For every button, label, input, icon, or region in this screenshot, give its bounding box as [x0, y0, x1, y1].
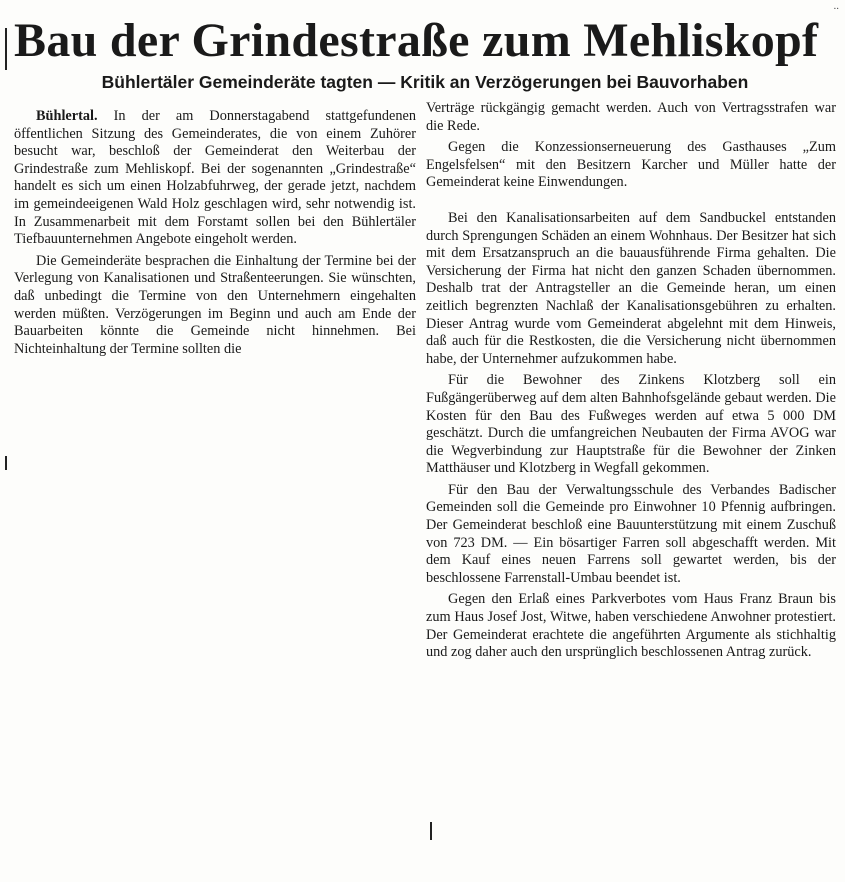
left-paragraph-1	[14, 108, 416, 249]
right-column	[426, 100, 836, 662]
right-paragraph-1: Verträge rückgängig gemacht werden. Auch von Vertragsstrafen war die Rede.	[426, 100, 836, 134]
right-paragraph-3: Bei den Kanalisationsarbeiten auf dem Sandbuckel entstanden durch Sprengungen Schäden an einem Wohnhaus. Der Besitzer hat sich mit dem Ersatzanspruch an die bauausführende Firma gehalten. Die Versicherung der Firma hat nicht den ganzen Schaden übernommen. Deshalb trat der Antragsteller an die Gemeinde heran, um einen zeitlich begrenzten Nachlaß der Kanalisationsgebühren zu erhalten. Dieser Antrag wurde vom Gemeinderat abgelehnt mit dem Hinweis, daß auch für die Restkosten, die die Versicherung nicht übernommen habe, der Unternehmer aufzukommen habe.	[426, 209, 836, 367]
headline-left-rule	[5, 28, 7, 70]
dateline: Bühlertal.	[36, 108, 98, 124]
column-left-rule	[5, 456, 7, 470]
headline: Bau der Grindestraße zum Mehliskopf	[14, 14, 819, 67]
right-paragraph-6: Gegen den Erlaß eines Parkverbotes vom Haus Franz Braun bis zum Haus Josef Jost, Witwe, haben verschiedene Anwohner protestiert. Der Gemeinderat erachtete die angeführten Argumente als stichhaltig und zog daher auch den ursprünglich beschlossenen Antrag zurück.	[426, 591, 836, 661]
left-paragraph-2: Die Gemeinderäte besprachen die Einhaltung der Termine bei der Verlegung von Kanalisationen und Straßenteerungen. Sie wünschten, daß unbedingt die Termine von den Unternehmern eingehalten werden müßten. Verzögerungen im Beginn und auch am Ende der Bauarbeiten könnte die Gemeinde nicht hinnehmen. Bei Nichteinhaltung der Termine sollten die	[14, 252, 416, 357]
corner-mark: ..	[833, 0, 839, 12]
right-paragraph-4: Für die Bewohner des Zinkens Klotzberg soll ein Fußgängerüberweg auf dem alten Bahnhofsgelände gebaut werden. Die Kosten für den Bau des Fußweges werden auf etwa 5 000 DM geschätzt. Durch die umfangreichen Neubauten der Firma AVOG war die Wegverbindung zur Hauptstraße für die Bewohner der Zinken Matthäuser und Klotzberg in Wegfall gekommen.	[426, 372, 836, 477]
right-paragraph-2: Gegen die Konzessionserneuerung des Gasthauses „Zum Engelsfelsen“ mit den Besitzern Karcher und Müller hatte der Gemeinderat keine Einwendungen.	[426, 139, 836, 191]
left-column	[14, 108, 416, 358]
subheadline: Bühlertäler Gemeinderäte tagten — Kritik an Verzögerungen bei Bauvorhaben	[101, 72, 749, 92]
right-column-rule	[430, 822, 432, 840]
left-paragraph-1-body: In der am Donnerstagabend stattgefundenen öffentlichen Sitzung des Gemeinderates, die von einem Zuhörer besucht war, beschloß der Gemeinderat den Weiterbau der Grindestraße zum Mehliskopf. Bei der sogenannten „Grindestraße“ handelt es sich um einen Holzabfuhrweg, der gerade jetzt, nachdem im gemeindeeigenen Wald Holz geschlagen wird, sehr notwendig ist. In Zusammenarbeit mit dem Forstamt sollen bei den Bühlertäler Tiefbauunternehmen Angebote eingeholt werden.	[14, 108, 416, 248]
right-paragraph-5: Für den Bau der Verwaltungsschule des Verbandes Badischer Gemeinden soll die Gemeinde pro Einwohner 10 Pfennig aufbringen. Der Gemeinderat beschloß eine Bauunterstützung mit einem Zuschuß von 723 DM. — Ein bösartiger Farren soll abgeschafft werden. Mit dem Kauf eines neuen Farrens soll gewartet werden, bis der beschlossene Farrenstall-Umbau beendet ist.	[426, 481, 836, 586]
